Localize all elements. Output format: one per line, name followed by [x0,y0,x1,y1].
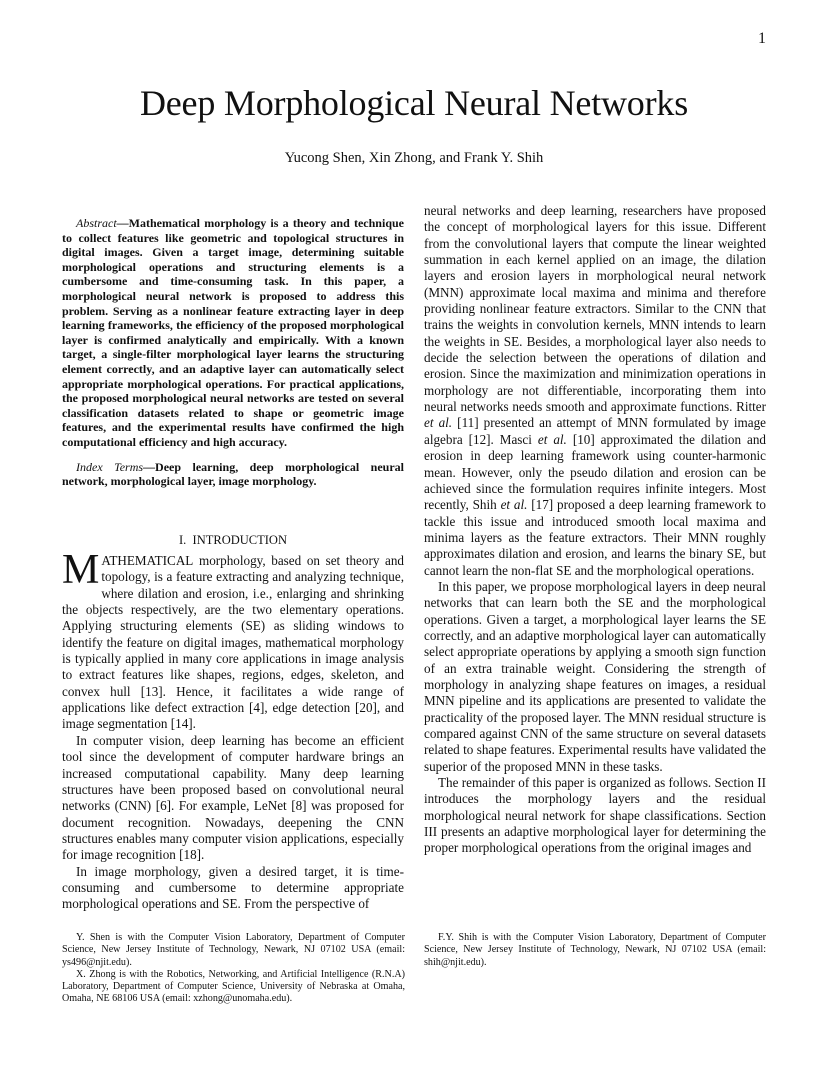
section-title-rest: NTRODUCTION [196,532,287,547]
index-terms-text: Deep learning, deep morphological neural network, morphological layer, image morphology. [62,459,404,489]
index-terms-label: Index Terms [76,459,144,474]
abstract [62,216,404,450]
right-p1-part-b: [11] presented an attempt of MNN formulated by image algebra [12]. Masci [424,415,767,447]
index-terms-dash: — [143,459,156,474]
right-paragraph-3: The remainder of this paper is organized as follows. Section II introduces the morphology layers and the residual morphological neural network for shape classifications. Section III presents an adaptive morphological layer for determining the proper morphological operations from the original images and [424,775,766,856]
right-column [424,203,766,857]
right-p1-part-c: [10] approximated the dilation and erosion in deep learning framework using counter-harmonic mean. However, only the pseudo dilation and erosion can be achieved since the formulation requires infinite integers. Most recently, Shih [424,431,767,513]
paper-title: Deep Morphological Neural Networks [139,83,689,123]
right-paragraph-2: In this paper, we propose morphological layers in deep neural networks that can learn both the SE and the morphological operations. Given a target, a morphological layer learns the SE correctly, and an adaptive morphological layer can automatically select appropriate operations by applying a smooth sign function of an extra trainable weight. Considering the strength of morphology in analyzing shape features on images, a residual MNN pipeline and its applications are presented to validate the practicality of the proposed layer. The MNN residual structure is compared against CNN of the same structure on several datasets related to shape features. Experimental results have validated the superior of the proposed MNN in these tasks. [424,578,766,774]
section-heading [62,532,404,548]
author-list: Yucong Shen, Xin Zhong, and Frank Y. Shih [284,150,544,166]
index-terms [62,460,404,489]
abstract-text: Mathematical morphology is a theory and technique to collect features like geometric and topological structures in digital images. Given a target image, determining suitable morphological operations and structuring elements is a cumbersome and time-consuming task. In this paper, a morphological neural network is proposed to address this problem. Serving as a nonlinear feature extracting layer in deep learning frameworks, the efficiency of the proposed morphological layer is confirmed analytically and empirically. With a known target, a single-filter morphological layer learns the structuring element correctly, and an adaptive layer can automatically select appropriate morphological operations. For practical applications, the proposed morphological neural networks are tested on several classification datasets related to shape or geometric image features, and the experimental results have confirmed the high computational efficiency and high accuracy. [62,216,404,449]
intro-first-word: ATHEMATICAL [101,553,194,569]
right-paragraph-1 [424,203,766,579]
footnote-zhong: X. Zhong is with the Robotics, Networking, and Artificial Intelligence (R.N.A) Laboratory, Department of Computer Science, University of Nebraska at Omaha, Omaha, NE 68106 USA (email: xzhong@unomaha.edu). [62,968,405,1005]
page-number: 1 [758,30,766,47]
footnotes-right [424,932,766,969]
left-column [62,216,404,913]
footnotes-left [62,932,405,1006]
footnote-shih: F.Y. Shih is with the Computer Vision Laboratory, Department of Computer Science, New Jersey Institute of Technology, Newark, NJ 07102 USA (email: shih@njit.edu). [424,932,766,968]
citation-et-al: et al. [537,431,567,447]
intro-paragraph-1-text: morphology, based on set theory and topology, is a feature extracting and analyzing technique, where dilation and erosion, i.e., enlarging and shrinking the objects respectively, are the two elementary operations. Applying structuring elements (SE) as sliding windows to identify the feature on digital images, mathematical morphology is typically applied in many core applications in image analysis to extract features like shapes, regions, edges, skeleton, and convex hull [13]. Hence, it facilitates a wide range of applications like defect extraction [4], edge detection [20], and image segmentation [14]. [62,553,404,732]
citation-et-al: et al. [500,497,528,513]
right-p1-part-d: [17] proposed a deep learning framework to tackle this issue and introduced smooth local maxima and minima layers as the feature extractors. Their MNN roughly approximates dilation and erosion, and learns the binary SE, but cannot learn the non-flat SE and the morphological operations. [424,497,766,578]
right-p1-part-a: neural networks and deep learning, researchers have proposed the concept of morphological layers for this issue. Different from the convolutional layers that compute the linear weighted summation in each kernel applied on an image, the dilation layers and erosion layers in morphological neural network (MNN) approximate local maxima and minima and therefore providing nonlinear feature extractors. Similar to the CNN that trains the weights in convolution kernels, MNN intends to learn the weights in SE. Besides, a morphological layer also needs to decide the selection between the operations of dilation and erosion. Since the maximization and minimization operations in morphology are not differentiable, incorporating them into neural networks needs smooth and approximate functions. Ritter [424,203,766,415]
intro-paragraph-2: In computer vision, deep learning has become an efficient tool since the development of computer hardware brings an increased computational capability. Many deep learning structures have been proposed based on convolutional neural networks (CNN) [6]. For example, LeNet [8] was proposed for document recognition. Nowadays, deepening the CNN structures enables many computer vision applications, especially for image recognition [18]. [62,732,404,863]
citation-et-al: et al. [424,415,453,431]
section-number: I. [179,532,187,547]
abstract-dash: — [116,216,129,230]
section-title-first: I [192,532,197,547]
intro-paragraph-3: In image morphology, given a desired target, it is time-consuming and cumbersome to determine appropriate morphological operations and SE. From the perspective of [62,863,404,912]
footnote-shen: Y. Shen is with the Computer Vision Laboratory, Department of Computer Science, New Jersey Institute of Technology, Newark, NJ 07102 USA (email: ys496@njit.edu). [62,932,405,968]
abstract-label: Abstract [76,216,117,230]
intro-paragraph-1 [62,547,404,733]
drop-cap: M [62,547,100,594]
